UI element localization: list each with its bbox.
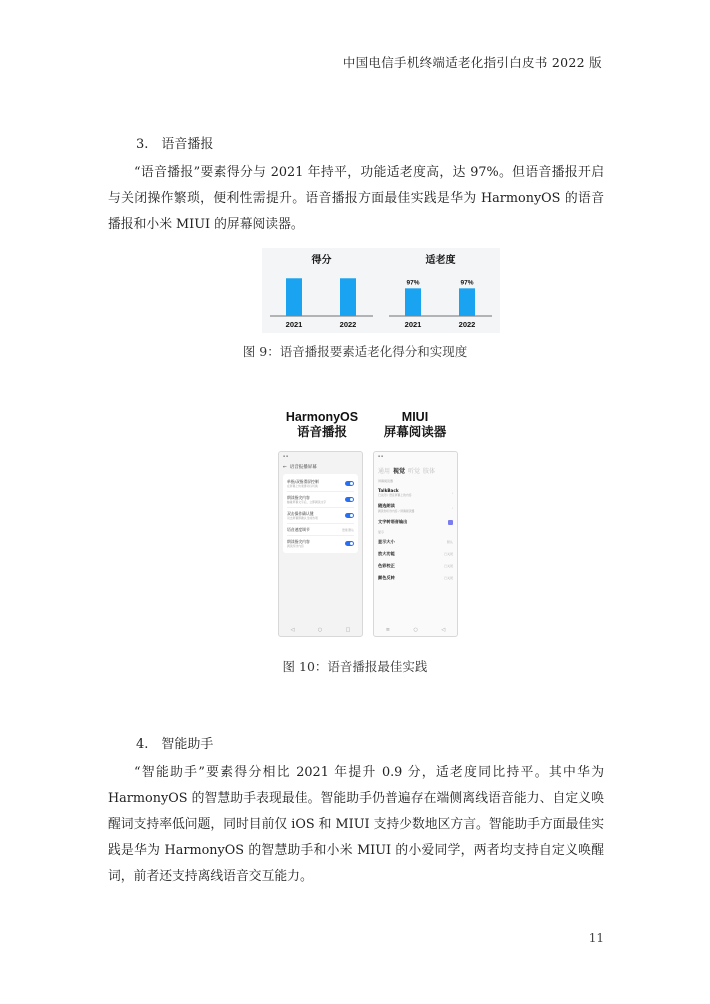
harmony-title-line1: HarmonyOS <box>285 410 359 424</box>
bar <box>286 278 302 316</box>
back-arrow-icon: ← <box>283 464 287 470</box>
harmony-row <box>287 508 354 524</box>
status-bar: ▪ ▪ <box>378 454 384 458</box>
harmony-row <box>287 476 354 492</box>
row-label: 颜色反转 <box>378 575 395 580</box>
tab-general: 通用 <box>378 468 391 475</box>
chevron-right-icon: › <box>451 506 453 510</box>
row-value: 已关闭 <box>443 564 453 568</box>
nav-recent-icon: □ <box>345 627 351 633</box>
harmony-row <box>287 536 354 551</box>
harmony-row <box>287 492 354 508</box>
x-tick-label: 2021 <box>285 320 303 329</box>
harmony-title-line2: 语音播报 <box>296 425 347 439</box>
harmony-screen-title: 语音报播屏幕 <box>289 465 317 470</box>
row-label: 语音速度调节 <box>287 527 310 532</box>
chart-title: 得分 <box>311 255 332 266</box>
nav-home-icon: ○ <box>413 627 418 633</box>
row-label: 单指/双指滑屏控制 <box>287 479 319 484</box>
nav-bar <box>279 627 362 633</box>
nav-menu-icon: ≡ <box>385 627 390 633</box>
x-tick-label: 2022 <box>458 320 476 329</box>
miui-row <box>374 516 457 528</box>
row-sub: 朗读你所选内容 / 屏幕阅读器 <box>378 509 415 513</box>
chevron-right-icon: › <box>451 490 453 495</box>
bar <box>405 288 421 316</box>
section-3-paragraph <box>108 160 604 238</box>
row-value: 默认 <box>446 540 453 544</box>
miui-row <box>374 560 457 572</box>
row-value: 语速 默认 <box>341 527 354 532</box>
x-tick-label: 2021 <box>404 320 422 329</box>
miui-row <box>374 536 457 548</box>
section-3-title: 3. 语音播报 <box>136 137 214 152</box>
group-label: 屏幕阅读器 <box>378 479 394 483</box>
page-header: 中国电信手机终端适老化指引白皮书 2022 版 <box>342 55 602 70</box>
harmony-title <box>282 410 362 440</box>
section-4-text: “智能助手”要素得分相比 2021 年提升 0.9 分，适老度同比持平。其中华为 HarmonyOS 的智慧助手表现最佳。智能助手仍普遍存在端侧离线语音能力、自定义唤醒词支持率低问题，同时目前仅 iOS 和 MIUI 支持少数地区方言。智能助手方面最佳实践是华为 HarmonyOS 的智慧助手和小米 MIUI 的小爱同学，两者均支持自定义唤醒词，前者还支持离线语音交互能力。 <box>108 765 604 884</box>
figure-9-caption: 图 9：语音播报要素适老化得分和实现度 <box>242 344 468 359</box>
row-label: 随选朗读 <box>378 503 395 508</box>
nav-back-icon: ◁ <box>290 627 295 633</box>
x-tick-label: 2022 <box>339 320 357 329</box>
tab-physical: 肢体 <box>423 468 436 475</box>
row-label: 双击操作确认键 <box>287 511 314 516</box>
status-bar: ▪ ▪ <box>283 454 289 458</box>
row-label: 朗读指尖内容 <box>287 539 310 544</box>
chart-title: 适老度 <box>425 255 456 266</box>
data-label: 97% <box>406 279 420 287</box>
harmony-settings-card <box>283 474 358 553</box>
row-label: 放大功能 <box>378 551 395 556</box>
nav-bar <box>374 627 457 633</box>
miui-row <box>374 500 457 516</box>
miui-row <box>374 485 457 500</box>
toggle-switch <box>345 513 354 518</box>
bar <box>459 288 475 316</box>
row-label: 朗读指尖内容 <box>287 495 310 500</box>
toggle-switch <box>345 541 354 546</box>
tab-hearing: 听觉 <box>408 468 421 475</box>
chart-svg <box>262 248 500 333</box>
row-sub: 已关闭 / 语音屏幕上的内容 <box>378 493 412 497</box>
miui-row <box>374 572 457 584</box>
section-4-title: 4. 智能助手 <box>136 737 214 752</box>
badge-icon <box>448 520 453 525</box>
section-3-text: “语音播报”要素得分与 2021 年持平，功能适老度高，达 97%。但语音播报开启与关闭操作繁琐，便利性需提升。语音播报方面最佳实践是华为 HarmonyOS 的语音播报和小米 MIUI 的屏幕阅读器。 <box>108 165 604 232</box>
toggle-switch <box>345 481 354 486</box>
miui-title-line2: 屏幕阅读器 <box>383 425 447 439</box>
miui-title-line1: MIUI <box>401 410 429 424</box>
harmony-row <box>287 524 354 536</box>
row-sub: 朗读所选内容 <box>287 544 304 548</box>
harmony-screen-header <box>279 462 362 474</box>
section-4-paragraph <box>108 760 604 890</box>
row-sub: 在屏幕上快速滑动以切换 <box>287 484 318 488</box>
miui-title <box>375 410 455 440</box>
nav-home-icon: ○ <box>317 627 323 633</box>
miui-row <box>374 548 457 560</box>
toggle-switch <box>345 497 354 502</box>
miui-phone-screenshot <box>373 451 458 637</box>
tab-visual: 视觉 <box>393 468 406 475</box>
page-number: 11 <box>588 931 604 945</box>
row-sub: 双击屏幕即确认当前选项 <box>287 516 318 520</box>
row-value: 已关闭 <box>443 552 453 556</box>
data-label: 97% <box>460 279 474 287</box>
figure-10-caption: 图 10：语音播报最佳实践 <box>282 659 428 674</box>
row-label: 色彩校正 <box>378 563 395 568</box>
miui-tabs <box>374 462 457 477</box>
row-label: 文字转语音输出 <box>378 519 408 524</box>
row-value: 已关闭 <box>443 576 453 580</box>
group-label: 显示 <box>378 530 385 534</box>
harmony-phone-screenshot <box>278 451 363 637</box>
row-sub: 触碰屏幕文字后，立即朗读文字 <box>287 500 327 504</box>
bar <box>340 278 356 316</box>
row-label: 显示大小 <box>378 539 395 544</box>
nav-back-icon: ◁ <box>441 627 446 633</box>
row-label: TalkBack <box>378 488 399 493</box>
figure-9-chart <box>262 248 500 333</box>
